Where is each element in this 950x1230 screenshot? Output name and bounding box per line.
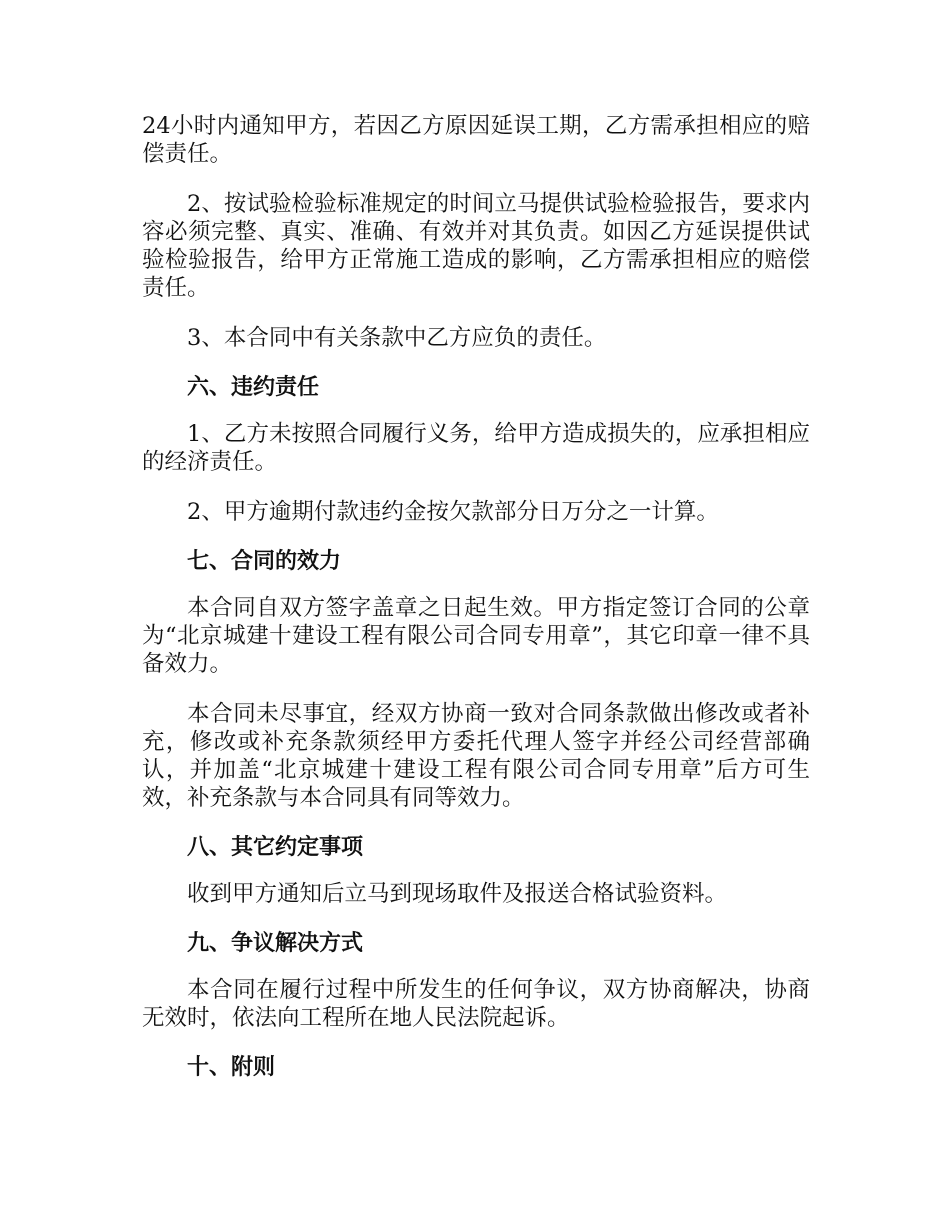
paragraph-dispute: 本合同在履行过程中所发生的任何争议，双方协商解决，协商无效时，依法向工程所在地人民法院起诉。 [142,977,810,1031]
paragraph-breach-1: 1、乙方未按照合同履行义务，给甲方造成损失的，应承担相应的经济责任。 [142,421,810,475]
paragraph-validity-2: 本合同未尽事宜，经双方协商一致对合同条款做出修改或者补充，修改或补充条款须经甲方委托代理人签字并经公司经营部确认，并加盖“北京城建十建设工程有限公司合同专用章”后方可生效，补充条款与本合同具有同等效力。 [142,701,810,811]
document-page [142,112,810,1100]
paragraph-other-matters: 收到甲方通知后立马到现场取件及报送合格试验资料。 [187,881,728,907]
paragraph-clause-3-responsibility: 3、本合同中有关条款中乙方应负的责任。 [187,325,607,351]
paragraph-breach-2: 2、甲方逾期付款违约金按欠款部分日万分之一计算。 [187,499,719,525]
paragraph-delay-notice: 24小时内通知甲方，若因乙方原因延误工期，乙方需承担相应的赔偿责任。 [142,113,810,167]
section-heading-appendix: 十、附则 [187,1055,276,1080]
section-heading-breach: 六、违约责任 [187,375,320,400]
section-heading-dispute: 九、争议解决方式 [187,931,364,956]
section-heading-other-matters: 八、其它约定事项 [187,835,364,860]
paragraph-clause-2-test-report: 2、按试验检验标准规定的时间立马提供试验检验报告，要求内容必须完整、真实、准确、有效并对其负责。如因乙方延误提供试验检验报告，给甲方正常施工造成的影响，乙方需承担相应的赔偿责任。 [142,191,810,301]
section-heading-validity: 七、合同的效力 [187,549,342,574]
paragraph-validity-1: 本合同自双方签字盖章之日起生效。甲方指定签订合同的公章为“北京城建十建设工程有限公司合同专用章”，其它印章一律不具备效力。 [142,595,810,677]
